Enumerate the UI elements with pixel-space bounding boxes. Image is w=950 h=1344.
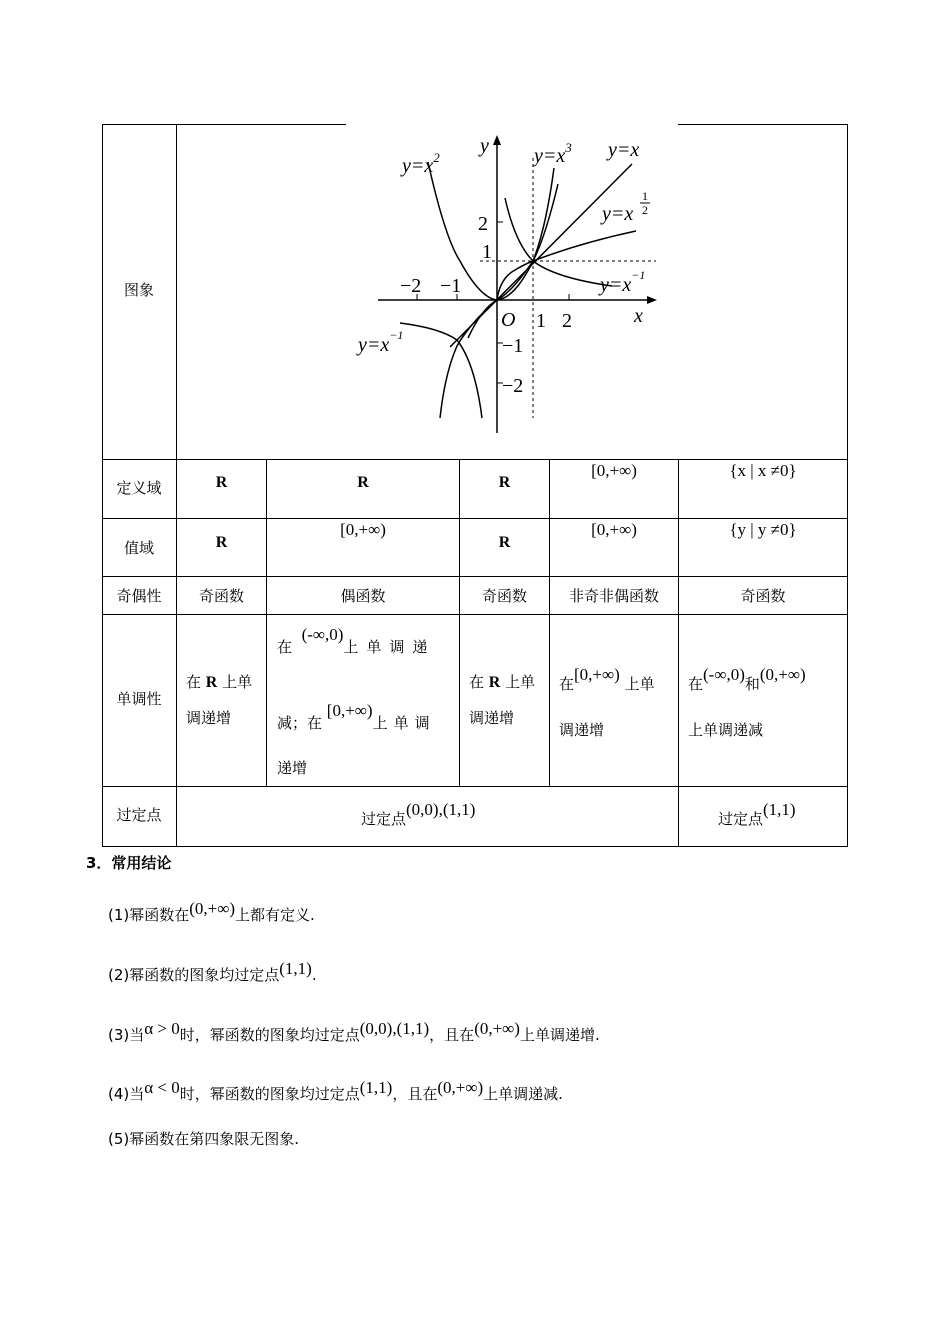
parity-cell: 偶函数 <box>340 587 386 605</box>
table-border <box>102 846 848 847</box>
row-header-fixed-point: 过定点 <box>116 806 162 824</box>
domain-cell: {x | x ≠0} <box>729 461 797 480</box>
tick-label-x: 1 <box>536 310 546 332</box>
table-border <box>102 518 848 519</box>
curve-y-x-inv-left <box>400 323 482 418</box>
domain-cell: R <box>357 474 369 491</box>
row-header-image: 图象 <box>123 281 154 299</box>
curve-y-x-inv-right <box>505 198 612 286</box>
table-border <box>549 459 550 787</box>
label-y-x-inv-left: $y=x^{-1}$ <box>358 328 404 356</box>
table-border <box>678 459 679 847</box>
table-border <box>102 124 346 125</box>
row-header-monotonicity: 单调性 <box>116 690 162 708</box>
parity-cell: 奇函数 <box>481 587 527 605</box>
monotonicity-cell: 在 R 上单 <box>469 673 536 691</box>
tick-label-y: 2 <box>478 213 488 235</box>
domain-cell: R <box>498 474 511 491</box>
parity-cell: 奇函数 <box>198 587 244 605</box>
label-y-x: y=x <box>608 139 640 161</box>
range-cell: [0,+∞) <box>340 520 386 539</box>
monotonicity-cell: 在[0,+∞) 上单 <box>559 665 655 693</box>
conclusion-5: (5)幂函数在第四象限无图象. <box>108 1130 300 1148</box>
origin-label: O <box>501 309 516 331</box>
domain-cell: R <box>215 474 228 491</box>
table-border <box>102 459 848 460</box>
row-header-range: 值域 <box>123 539 154 557</box>
tick-label-x: 2 <box>562 310 572 332</box>
label-y-x3: $y=x^3$ <box>534 140 572 167</box>
conclusion-3: (3)当α > 0时，幂函数的图象均过定点(0,0),(1,1)，且在(0,+∞)上单调递增. <box>108 1019 600 1044</box>
conclusion-1: (1)幂函数在(0,+∞)上都有定义. <box>108 899 315 924</box>
tick-label-x: −1 <box>440 275 462 297</box>
axis-label-x: x <box>634 305 643 327</box>
range-cell: R <box>215 534 228 551</box>
parity-cell: 奇函数 <box>740 587 786 605</box>
tick-label-y: −1 <box>502 335 524 357</box>
table-border <box>102 786 848 787</box>
table-border <box>847 124 848 847</box>
table-border <box>459 459 460 787</box>
parity-cell: 非奇非偶函数 <box>568 587 659 605</box>
label-y-x2: $y=x^2$ <box>402 150 440 177</box>
monotonicity-cell: 调递增 <box>186 709 232 727</box>
fixed-point-cell: 过定点(0,0),(1,1) <box>361 800 476 828</box>
monotonicity-cell: 在(-∞,0)和(0,+∞) <box>688 665 806 693</box>
monotonicity-cell: 调递增 <box>469 709 515 727</box>
table-border <box>678 124 848 125</box>
fixed-point-cell: 过定点(1,1) <box>718 800 796 828</box>
conclusion-2: (2)幂函数的图象均过定点(1,1). <box>108 959 317 984</box>
row-header-domain: 定义域 <box>116 479 162 497</box>
monotonicity-cell: 调递增 <box>559 721 605 739</box>
range-cell: R <box>498 534 511 551</box>
range-cell: {y | y ≠0} <box>729 520 797 539</box>
label-y-x-half: y=x <box>602 203 634 225</box>
tick-label-y: −2 <box>502 375 524 397</box>
tick-label-x: −2 <box>400 275 422 297</box>
range-cell: [0,+∞) <box>591 520 637 539</box>
domain-cell: [0,+∞) <box>591 461 637 480</box>
label-y-x-inv-right: $y=x^{-1}$ <box>600 268 646 296</box>
section-title: 3．常用结论 <box>86 854 172 872</box>
monotonicity-cell: 上单调递减 <box>688 721 764 739</box>
power-function-graph <box>340 128 680 438</box>
monotonicity-cell: 递增 <box>277 759 308 777</box>
monotonicity-cell: 在 R 上单 <box>186 673 253 691</box>
table-border <box>102 576 848 577</box>
table-border <box>102 614 848 615</box>
label-y-x-half-num: 1 <box>642 189 648 203</box>
conclusion-4: (4)当α < 0时，幂函数的图象均过定点(1,1)，且在(0,+∞)上单调递减. <box>108 1078 563 1103</box>
table-border <box>266 459 267 787</box>
tick-label-y: 1 <box>482 241 492 263</box>
label-y-x-half-den: 2 <box>642 203 648 217</box>
axis-label-y: y <box>480 135 489 157</box>
row-header-parity: 奇偶性 <box>116 587 162 605</box>
monotonicity-cell: 在 (-∞,0)上单调递 <box>277 625 436 656</box>
monotonicity-cell: 减；在 [0,+∞)上单调 <box>277 701 436 732</box>
